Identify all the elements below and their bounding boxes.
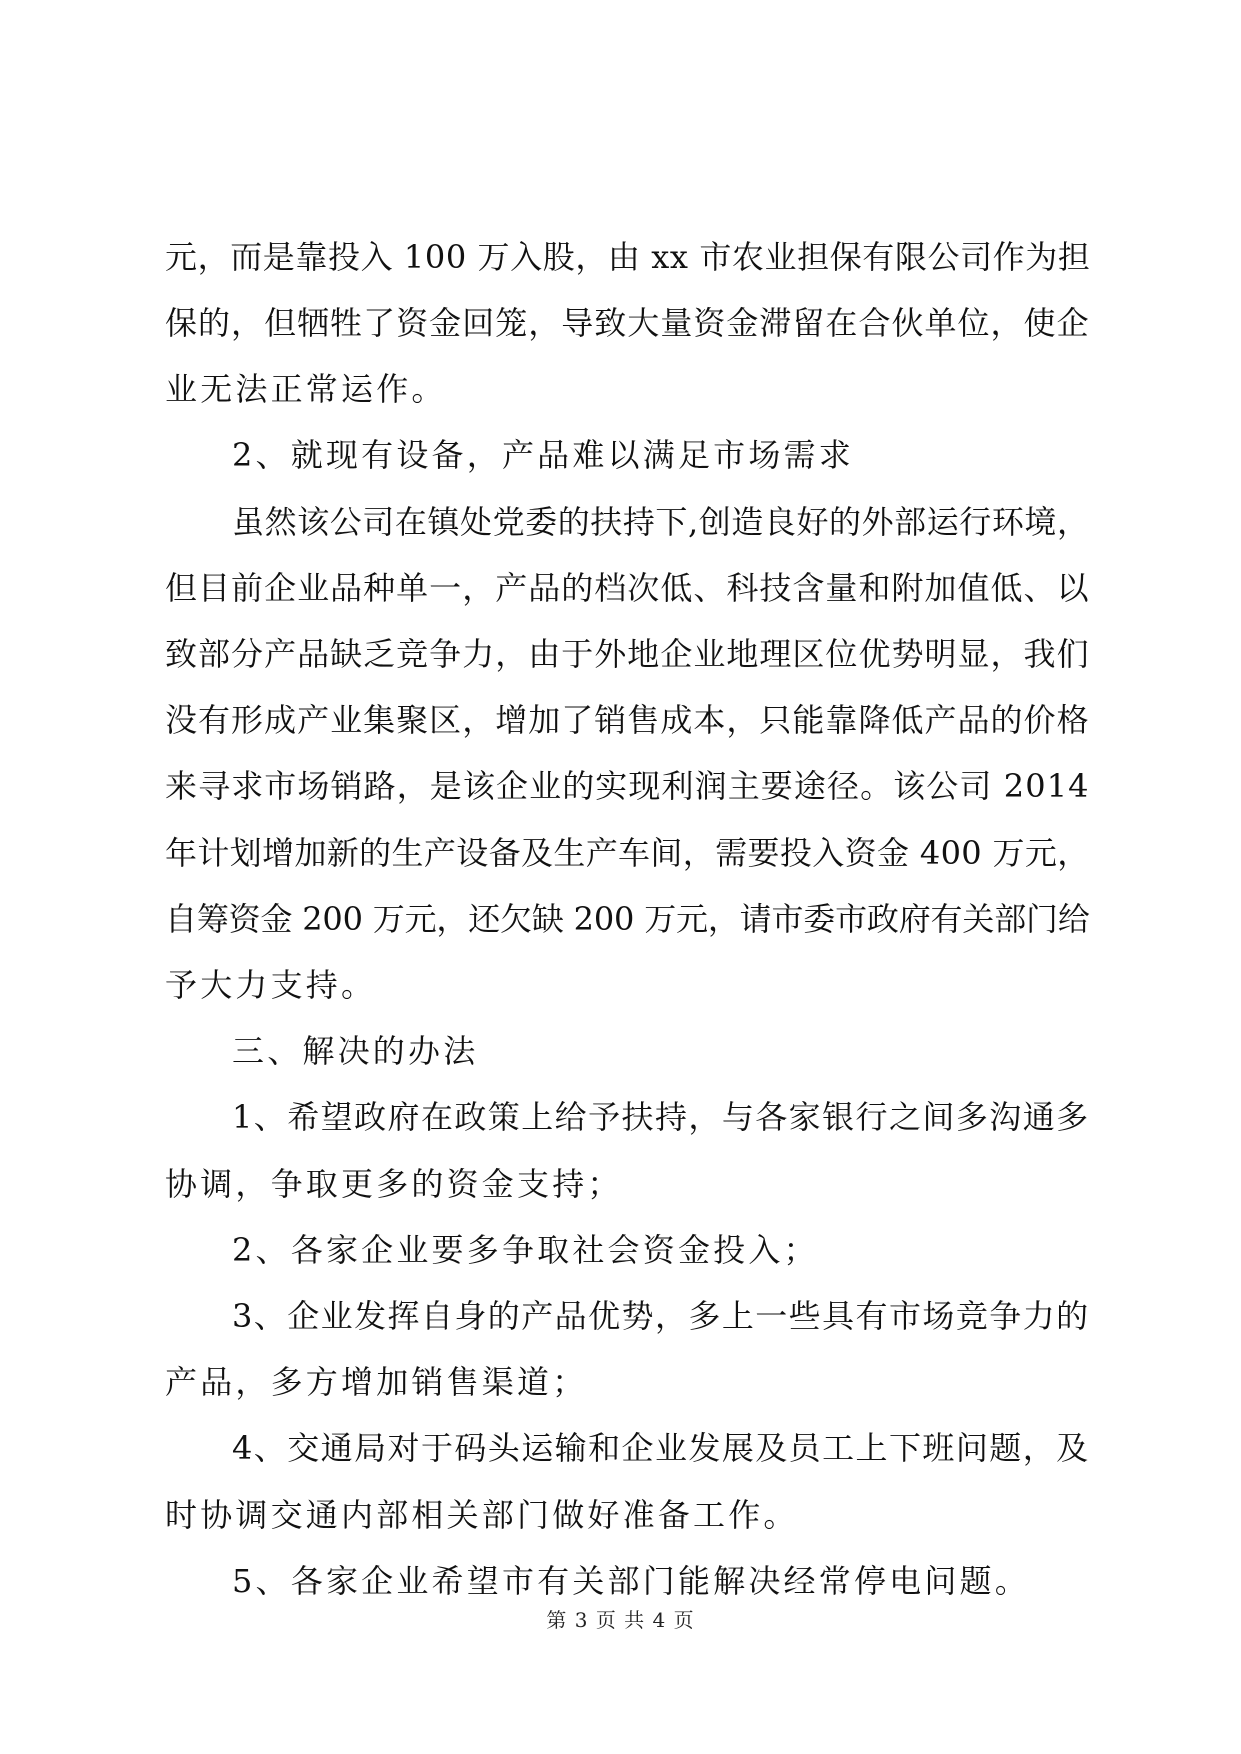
body-text-line: 保的，但牺牲了资金回笼，导致大量资金滞留在合伙单位，使企 [165, 304, 1090, 342]
section-heading: 2、就现有设备，产品难以满足市场需求 [232, 436, 854, 474]
body-text-line: 虽然该公司在镇处党委的扶持下,创造良好的外部运行环境， [232, 503, 1090, 541]
list-item: 2、各家企业要多争取社会资金投入； [232, 1231, 819, 1269]
body-text-line: 时协调交通内部相关部门做好准备工作。 [165, 1496, 799, 1534]
body-text-line: 但目前企业品种单一，产品的档次低、科技含量和附加值低、以 [165, 569, 1090, 607]
body-text-line: 产品，多方增加销售渠道； [165, 1363, 588, 1401]
body-text-line: 来寻求市场销路，是该企业的实现利润主要途径。该公司 2014 [165, 767, 1090, 805]
body-text-line: 元，而是靠投入 100 万入股，由 xx 市农业担保有限公司作为担 [165, 238, 1091, 276]
body-text-line: 业无法正常运作。 [165, 370, 447, 408]
list-item: 3、企业发挥自身的产品优势，多上一些具有市场竞争力的 [232, 1297, 1090, 1335]
list-item: 4、交通局对于码头运输和企业发展及员工上下班问题，及 [232, 1429, 1090, 1467]
list-item: 1、希望政府在政策上给予扶持，与各家银行之间多沟通多 [232, 1098, 1090, 1136]
body-text-line: 协调，争取更多的资金支持； [165, 1165, 623, 1203]
list-item: 5、各家企业希望市有关部门能解决经常停电问题。 [232, 1562, 1030, 1600]
body-text-line: 没有形成产业集聚区，增加了销售成本，只能靠降低产品的价格 [165, 701, 1090, 739]
page-number-footer: 第 3 页 共 4 页 [546, 1608, 695, 1632]
body-text-line: 予大力支持。 [165, 966, 377, 1004]
section-heading: 三、解决的办法 [232, 1032, 479, 1070]
body-text-line: 致部分产品缺乏竞争力，由于外地企业地理区位优势明显，我们 [165, 635, 1090, 673]
body-text-line: 自筹资金 200 万元，还欠缺 200 万元，请市委市政府有关部门给 [165, 900, 1090, 938]
body-text-line: 年计划增加新的生产设备及生产车间，需要投入资金 400 万元， [165, 834, 1090, 872]
